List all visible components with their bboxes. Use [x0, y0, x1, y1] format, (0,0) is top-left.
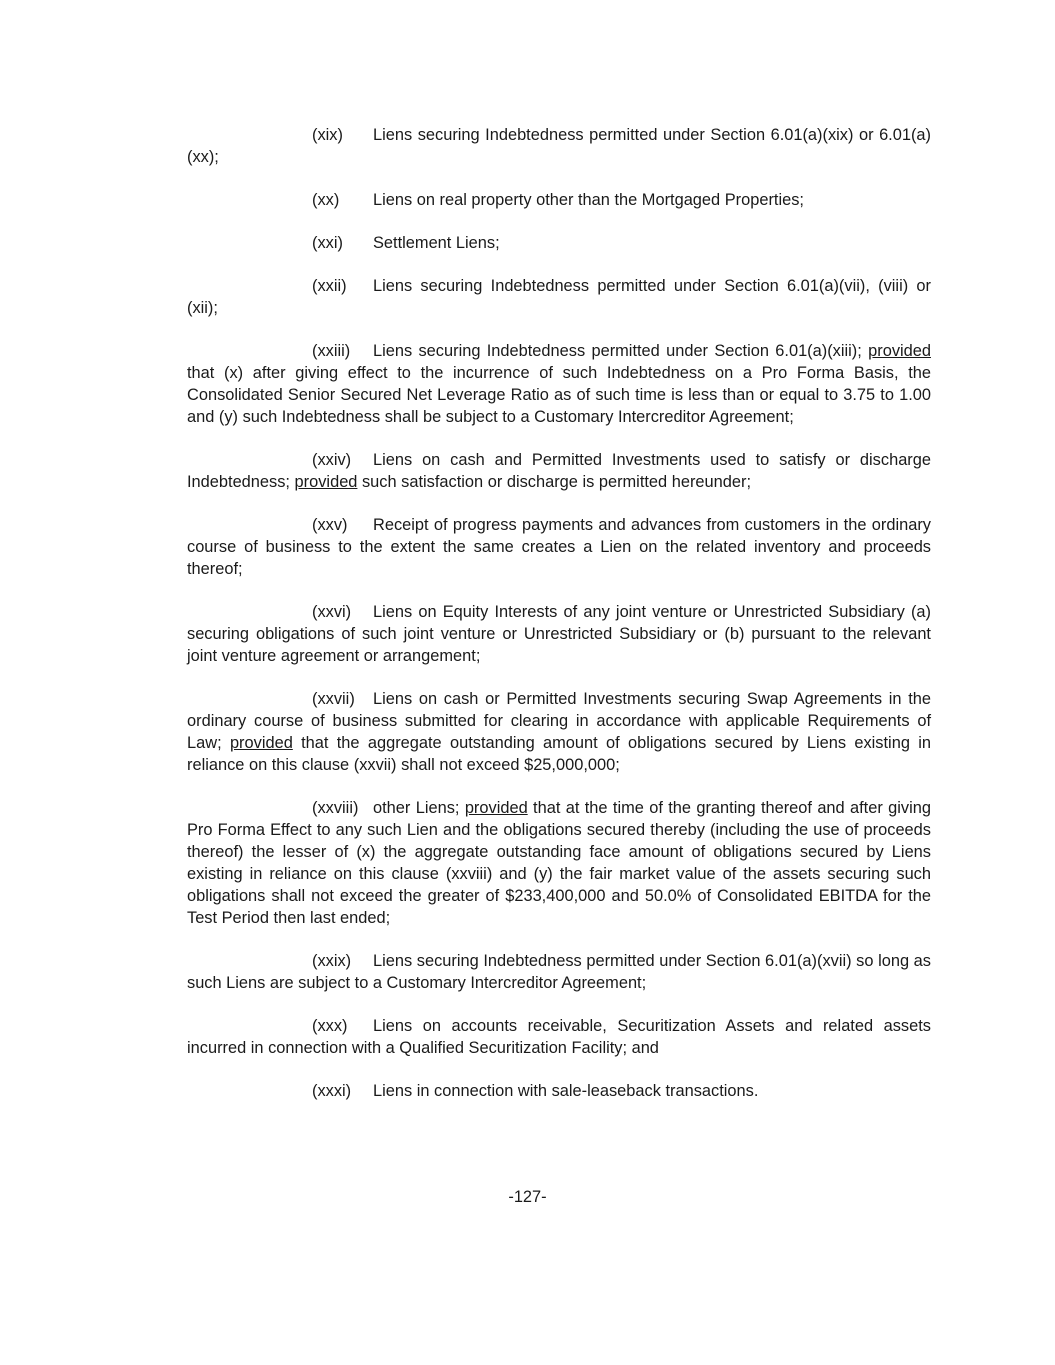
clause-xix	[187, 124, 931, 168]
provided-term: provided	[229, 734, 293, 752]
clause-text-continued: such satisfaction or discharge is permitted hereunder;	[357, 473, 751, 491]
clause-text-continued: that (x) after giving effect to the incurrence of such Indebtedness on a Pro Forma Basis, the Consolidated Senior Secured Net Leverage Ratio as of such time is less than or equal to 3.75 to 1.00 and (y) such Indebtedness shall be subject to a Customary Intercreditor Agreement;	[187, 364, 931, 426]
clause-xxv	[187, 514, 931, 580]
clause-xxxi	[187, 1080, 931, 1102]
clause-xxx	[187, 1015, 931, 1059]
clause-number: (xix)	[312, 126, 343, 144]
clause-text: other Liens;	[373, 799, 465, 817]
provided-term: provided	[294, 473, 358, 491]
clause-xxvi	[187, 601, 931, 667]
clause-text: Liens on real property other than the Mortgaged Properties;	[373, 191, 804, 209]
clause-number: (xxiv)	[312, 451, 352, 469]
clause-xx	[187, 189, 931, 211]
clause-text-continued: that the aggregate outstanding amount of obligations secured by Liens existing in reliance on this clause (xxvii) shall not exceed $25,000,000;	[187, 734, 931, 774]
clause-text: Liens securing Indebtedness permitted under Section 6.01(a)(vii), (viii) or (xii);	[187, 277, 931, 317]
clause-xxi	[187, 232, 931, 254]
provided-term: provided	[464, 799, 528, 817]
clause-number: (xxix)	[312, 952, 352, 970]
clause-number: (xxvii)	[312, 690, 355, 708]
page-number: -127-	[508, 1188, 547, 1206]
clause-number: (xxx)	[312, 1017, 348, 1035]
clause-number: (xxviii)	[312, 799, 359, 817]
clause-text: Liens securing Indebtedness permitted under Section 6.01(a)(xvii) so long as such Liens are subject to a Customary Intercreditor Agreement;	[187, 952, 931, 992]
clause-xxix	[187, 950, 931, 994]
clause-xxiii	[187, 340, 931, 428]
clause-xxiv	[187, 449, 931, 493]
clause-text: Settlement Liens;	[373, 234, 500, 252]
clause-number: (xx)	[312, 191, 340, 209]
clause-text: Liens in connection with sale-leaseback transactions.	[373, 1082, 759, 1100]
clause-text: Liens securing Indebtedness permitted under Section 6.01(a)(xix) or 6.01(a)(xx);	[187, 126, 931, 166]
clause-number: (xxxi)	[312, 1082, 352, 1100]
clause-number: (xxi)	[312, 234, 343, 252]
clause-text: Receipt of progress payments and advances from customers in the ordinary course of business to the extent the same creates a Lien on the related inventory and proceeds thereof;	[187, 516, 931, 578]
clause-text: Liens on accounts receivable, Securitization Assets and related assets incurred in connection with a Qualified Securitization Facility; and	[187, 1017, 931, 1057]
clause-text: Liens on Equity Interests of any joint venture or Unrestricted Subsidiary (a) securing obligations of such joint venture or Unrestricted Subsidiary or (b) pursuant to the relevant joint venture agreement or arrangement;	[187, 603, 931, 665]
clause-xxviii	[187, 797, 931, 929]
clause-xxvii	[187, 688, 931, 776]
clause-number: (xxiii)	[312, 342, 351, 360]
clause-text-continued: that at the time of the granting thereof and after giving Pro Forma Effect to any such Lien and the obligations secured thereby (including the use of proceeds thereof) the lesser of (x) the aggregate outstanding face amount of obligations secured by Liens existing in reliance on this clause (xxviii) and (y) the fair market value of the assets securing such obligations shall not exceed the greater of $233,400,000 and 50.0% of Consolidated EBITDA for the Test Period then last ended;	[187, 799, 931, 927]
clause-xxii	[187, 275, 931, 319]
provided-term: provided	[868, 342, 931, 360]
clause-text: Liens securing Indebtedness permitted under Section 6.01(a)(xiii);	[373, 342, 869, 360]
clause-number: (xxv)	[312, 516, 348, 534]
clause-number: (xxii)	[312, 277, 347, 295]
document-body	[187, 124, 931, 1123]
clause-text: Liens on cash and Permitted Investments used to satisfy or discharge Indebtedness;	[187, 451, 931, 491]
clause-number: (xxvi)	[312, 603, 352, 621]
clause-text: Liens on cash or Permitted Investments securing Swap Agreements in the ordinary course of business submitted for clearing in accordance with applicable Requirements of Law;	[187, 690, 931, 752]
